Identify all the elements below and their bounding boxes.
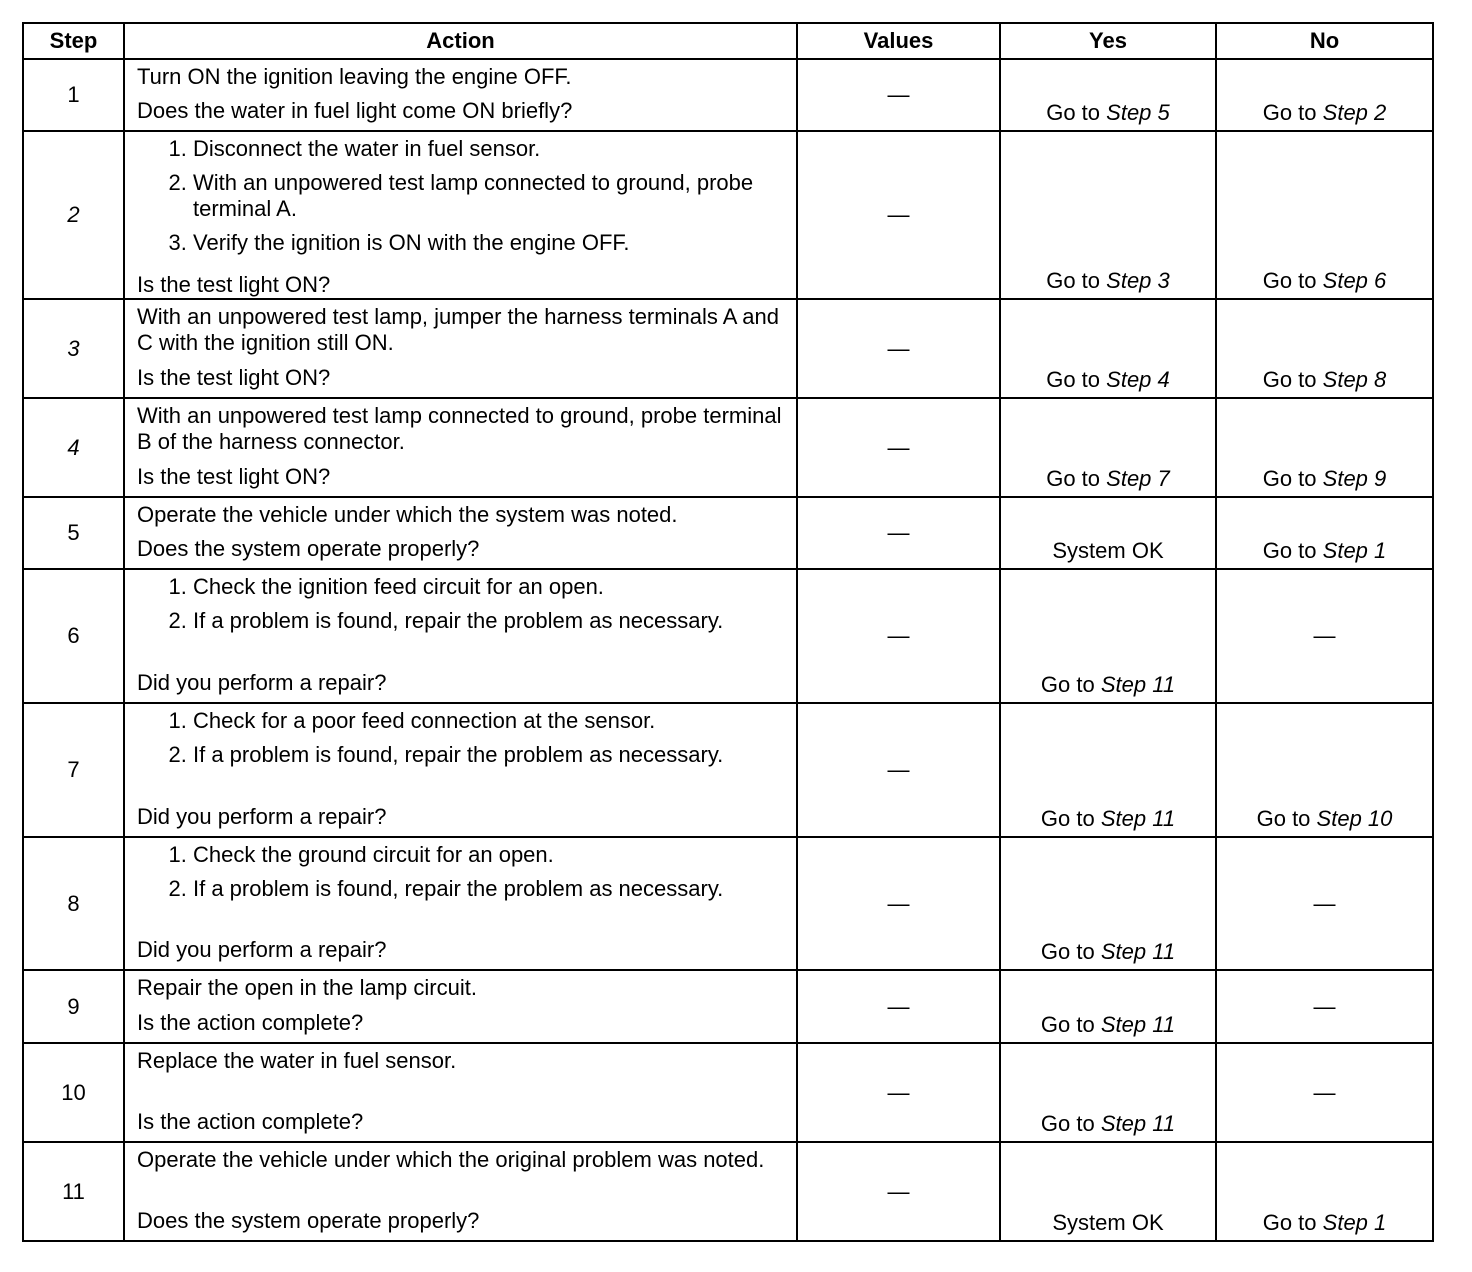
action-text: Operate the vehicle under which the original problem was noted. [137,1147,765,1172]
table-row [23,59,1433,131]
yes-step-link[interactable]: Step 11 [1100,1111,1176,1136]
table-row [23,703,1433,837]
action-cell [124,703,797,837]
no-cell [1216,703,1433,837]
action-cell [124,970,797,1043]
substep-list [137,842,786,902]
yes-step-link[interactable]: Step 11 [1100,806,1176,831]
step-number: 1 [23,59,124,131]
table-row [23,497,1433,569]
table-row [23,299,1433,398]
yes-step-link[interactable]: Step 5 [1106,100,1170,125]
no-cell [1216,1142,1433,1241]
header-step: Step [23,23,124,59]
no-cell [1216,1043,1433,1142]
substep-list [137,136,786,256]
no-cell [1216,497,1433,569]
action-question: Does the system operate properly? [137,1208,480,1233]
values-cell: — [797,1043,1000,1142]
no-step-link[interactable]: Step 1 [1322,1210,1387,1235]
yes-step-link[interactable]: Step 7 [1106,466,1170,491]
header-no: No [1216,23,1433,59]
step-number: 3 [23,299,124,398]
substep-item: 1. Check the ground circuit for an open. [193,842,786,868]
step-number: 8 [23,837,124,970]
no-text: — [1313,1079,1336,1105]
action-text: Replace the water in fuel sensor. [137,1048,457,1073]
action-cell [124,131,797,299]
step-number: 5 [23,497,124,569]
values-cell: — [797,970,1000,1043]
table-row [23,1043,1433,1142]
substep-item: 2. If a problem is found, repair the problem as necessary. [193,608,786,634]
table-row [23,398,1433,497]
no-text: — [1313,993,1336,1019]
values-cell: — [797,497,1000,569]
step-number: 9 [23,970,124,1043]
action-question: Did you perform a repair? [137,804,387,829]
table-body [23,59,1433,1241]
substep-list [137,574,786,634]
action-cell [124,569,797,703]
substep-item: 1. Disconnect the water in fuel sensor. [193,136,786,162]
yes-step-link[interactable]: Step 11 [1100,672,1176,697]
no-step-link[interactable]: Step 10 [1316,806,1393,831]
action-question: Is the test light ON? [137,272,331,297]
no-cell [1216,59,1433,131]
header-row [23,23,1433,59]
action-question: Does the water in fuel light come ON briefly? [137,98,573,123]
yes-text: Go to [1040,1111,1095,1136]
table-row [23,1142,1433,1241]
yes-text: Go to [1046,268,1101,293]
yes-text: Go to [1046,466,1101,491]
yes-text: Go to [1040,939,1095,964]
action-question: Is the test light ON? [137,464,331,489]
action-text: Operate the vehicle under which the system was noted. [137,502,678,527]
no-text: Go to [1262,538,1317,563]
yes-cell [1000,1142,1216,1241]
values-cell: — [797,569,1000,703]
substep-item: 2. With an unpowered test lamp connected to ground, probe terminal A. [193,170,786,222]
header-yes: Yes [1000,23,1216,59]
yes-cell [1000,569,1216,703]
no-text: — [1313,890,1336,916]
action-question: Does the system operate properly? [137,536,480,561]
table-row [23,970,1433,1043]
action-question: Is the action complete? [137,1109,364,1134]
yes-text: Go to [1040,672,1095,697]
diagnostic-table [22,22,1434,1242]
action-cell [124,497,797,569]
action-cell [124,299,797,398]
step-number: 11 [23,1142,124,1241]
no-cell [1216,299,1433,398]
no-text: Go to [1262,100,1317,125]
values-cell: — [797,131,1000,299]
action-text: With an unpowered test lamp, jumper the harness terminals A and C with the ignition still ON. [137,304,780,355]
yes-cell [1000,398,1216,497]
substep-item: 2. If a problem is found, repair the problem as necessary. [193,876,786,902]
action-question: Is the action complete? [137,1010,364,1035]
no-step-link[interactable]: Step 9 [1322,466,1387,491]
yes-text: Go to [1046,100,1101,125]
no-cell [1216,970,1433,1043]
yes-cell [1000,970,1216,1043]
values-cell: — [797,299,1000,398]
action-text: Turn ON the ignition leaving the engine OFF. [137,64,572,89]
step-number: 7 [23,703,124,837]
yes-cell [1000,59,1216,131]
yes-cell [1000,703,1216,837]
substep-item: 1. Check the ignition feed circuit for an open. [193,574,786,600]
no-text: Go to [1262,466,1317,491]
action-cell [124,398,797,497]
substep-item: 3. Verify the ignition is ON with the engine OFF. [193,230,786,256]
yes-text: Go to [1046,367,1101,392]
yes-step-link[interactable]: Step 3 [1106,268,1170,293]
no-text: Go to [1262,268,1317,293]
step-number: 2 [23,131,124,299]
action-cell [124,837,797,970]
header-action: Action [124,23,797,59]
values-cell: — [797,1142,1000,1241]
no-text: Go to [1262,367,1317,392]
no-text: Go to [1256,806,1311,831]
yes-cell [1000,497,1216,569]
no-text: — [1313,623,1336,648]
action-cell [124,1043,797,1142]
yes-text: Go to [1040,806,1095,831]
no-step-link[interactable]: Step 1 [1322,538,1387,563]
step-number: 10 [23,1043,124,1142]
no-step-link[interactable]: Step 6 [1322,268,1387,293]
yes-text: Go to [1040,1012,1095,1037]
action-cell [124,59,797,131]
yes-text: System OK [1052,538,1164,563]
no-cell [1216,837,1433,970]
substep-item: 1. Check for a poor feed connection at the sensor. [193,708,786,734]
header-values: Values [797,23,1000,59]
yes-step-link[interactable]: Step 4 [1106,367,1170,392]
yes-step-link[interactable]: Step 11 [1100,1012,1176,1037]
values-cell: — [797,398,1000,497]
no-step-link[interactable]: Step 8 [1322,367,1387,392]
yes-text: System OK [1052,1210,1164,1235]
yes-cell [1000,1043,1216,1142]
action-question: Is the test light ON? [137,365,331,390]
no-step-link[interactable]: Step 2 [1322,100,1387,125]
step-number: 4 [23,398,124,497]
table-row [23,569,1433,703]
values-cell: — [797,703,1000,837]
action-question: Did you perform a repair? [137,937,387,962]
values-cell: — [797,837,1000,970]
yes-cell [1000,837,1216,970]
action-text: With an unpowered test lamp connected to ground, probe terminal B of the harness connector. [137,403,782,454]
yes-cell [1000,299,1216,398]
values-cell: — [797,59,1000,131]
substep-list [137,708,786,768]
action-cell [124,1142,797,1241]
no-cell [1216,398,1433,497]
no-cell [1216,569,1433,703]
yes-cell [1000,131,1216,299]
table-row [23,837,1433,970]
table-row [23,131,1433,299]
step-number: 6 [23,569,124,703]
action-text: Repair the open in the lamp circuit. [137,975,477,1000]
action-question: Did you perform a repair? [137,670,387,695]
no-text: Go to [1262,1210,1317,1235]
yes-step-link[interactable]: Step 11 [1100,939,1176,964]
no-cell [1216,131,1433,299]
substep-item: 2. If a problem is found, repair the problem as necessary. [193,742,786,768]
